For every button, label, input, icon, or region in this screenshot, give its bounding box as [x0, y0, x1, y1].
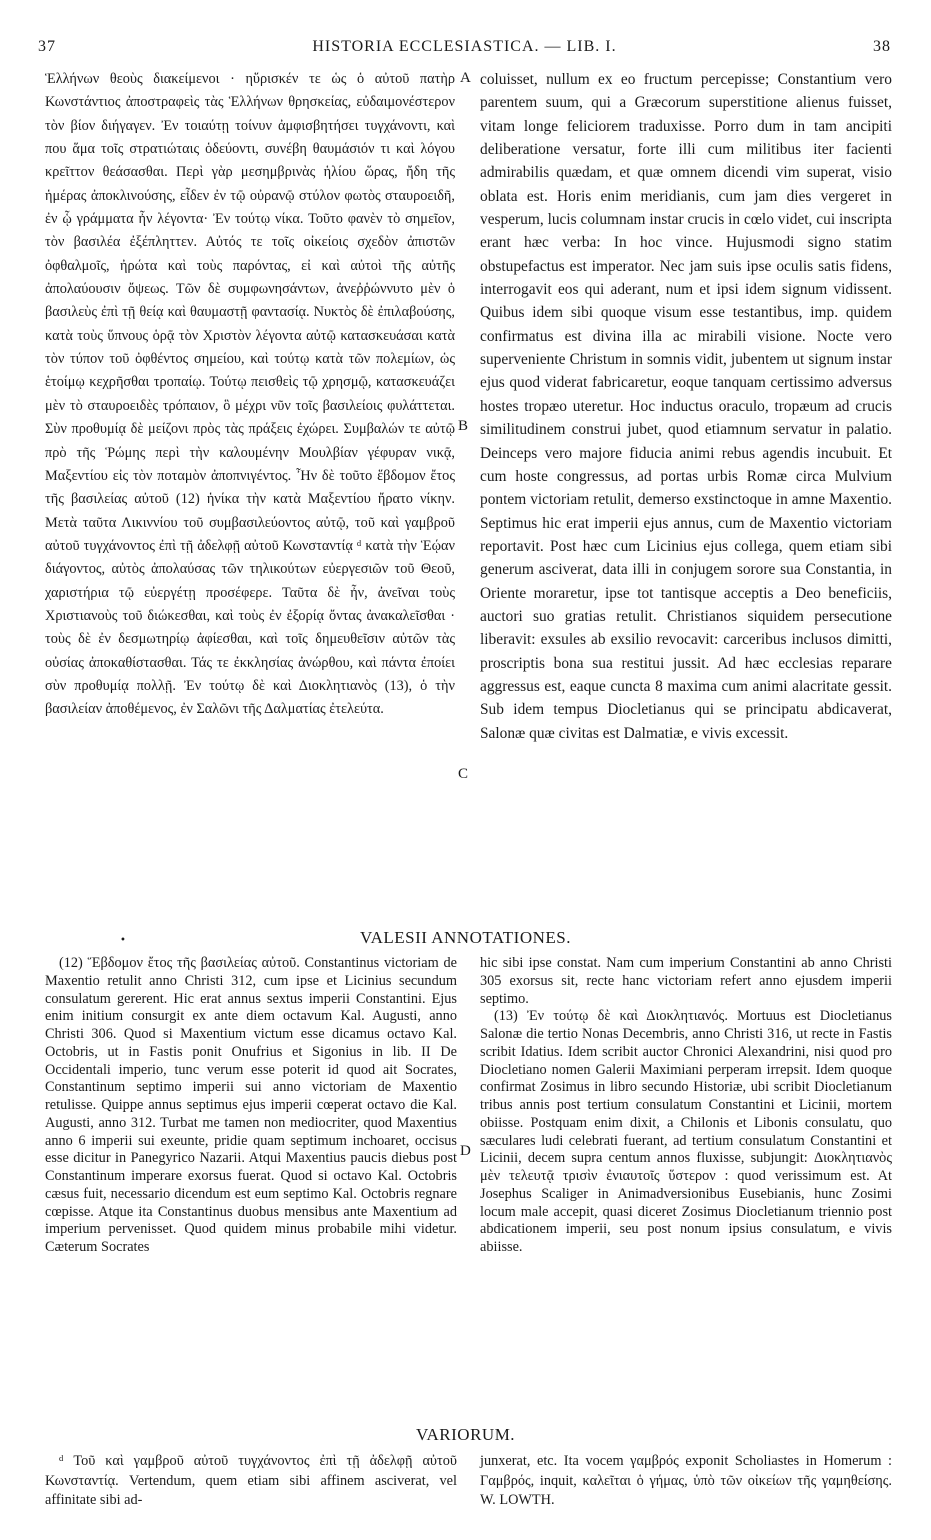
variorum-note-left	[45, 1452, 457, 1511]
valesii-notes-right	[480, 955, 892, 1257]
margin-marker-a: A	[460, 70, 471, 86]
latin-paragraph: coluisset, nullum ex eo fructum percepisse; Constantium vero parentem suum, qui a Græcorum superstitione alienus fuisset, vitam longe feliciorem traduxisse. Porro dum in tam ancipiti deliberatione versatur, forte illi cum militibus iter facienti admirabilis quædam, et quæ omnem dicendi vim superat, visio oblata est. Horis enim meridianis, cum jam dies vergeret in vesperum, lucis columnam instar crucis in cœlo videt, cui inscripta erant hæc verba: In hoc vince. Hujusmodi signo statim obstupefactus est imperator. Nec jam suis ipse oculis satis fidens, interrogavit eos qui aderant, num et ipsi idem signum vidissent. Quibus idem sibi quoque visum esse testantibus, imp. quidem confirmatus est divina illa ac mirabili visione. Nocte vero superveniente Christum in somnis vidit, jubentem ut signum instar ejus quod viderat fabricaretur, eoque tanquam certissimo adversus hostes tropæo uteretur. Hoc inductus oraculo, tropæum ad crucis similitudinem construi jubet, quod etiamnum servatur in palatio. Deinceps vero majore fiducia animi rebus agendis incubuit. Et cum hoste congressus, ad portas urbis Romæ circa Mulvium pontem victoriam retulit, demerso exstinctoque in amne Maxentio. Septimus hic erat imperii ejus annus, cum de Maxentio victoriam reportavit. Post hæc cum Licinius ejus collega, quem etiam sibi generum asciverat, data illi in conjugem sorore sua Constantia, in Oriente moraretur, ipse tot tantisque acceptis a Deo beneficiis, auctori suo gratias retulit. Christianos siquidem persecutione liberavit: exsules ab exsilio revocavit: carceribus inclusos dimitti, proscriptis bona sua restitui jussit. Ad hæc ecclesias reparare aggressus est, eaque cuncta 8 maxima cum animi alacritate gessit. Sub idem tempus Diocletianus qui se principatu abdicaverat, Salonæ quæ civitas est Dalmatiæ, e vivis excessit.	[480, 71, 892, 742]
latin-text-column	[480, 68, 892, 745]
margin-marker-c: C	[458, 766, 469, 782]
running-header	[38, 38, 891, 62]
valesii-note: (13) Ἐν τούτῳ δὲ καὶ Διοκλητιανός. Mortuus est Diocletianus Salonæ die tertio Nonas Decembris, anno Christi 316, ut recte in Fastis scribit Idatius. Idem scribit auctor Chronici Alexandrini, nisi quod pro Diocletiano nomen Galerii Maximiani perperam irrepsit. Idem quoque confirmat Zosimus in libro secundo Historiæ, ubi scribit Diocletianum tribus annis post tertium consulatum Constantini et Licinii, mortem obiisse. Postquam enim dixit, a Chilonis et Libonis consulatu, quo sæculares ludi celebrati fuerant, ad tertium consulatum Constantini et Licinii, decem supra centum annos fluxisse, subjungit: Διοκλητιανὸς μὲν τελευτᾷ τρισὶν ἐνιαυτοῖς ὕστερον : quod verissimum est. At Josephus Scaliger in Animadversionibus Eusebianis, hunc Zosimi locum male accepit, quasi diceret Zosimus Diocletianum triennio post abdicationem imperii, seu post nonum ipsius consulatum, e vivis abiisse.	[480, 1008, 892, 1255]
valesii-notes-left	[45, 955, 457, 1257]
running-title: HISTORIA ECCLESIASTICA. — LIB. I.	[312, 38, 617, 55]
valesii-title: VALESII ANNOTATIONES.	[360, 928, 571, 947]
left-page-number: 37	[38, 38, 56, 55]
valesii-note: (12) Ἕβδομον ἔτος τῆς βασιλείας αὐτοῦ. Constantinus victoriam de Maxentio retulit anno Christi 312, cum ipse et Licinius secundum consulatum gererent. Hic erat annus sextus imperii Constantini. Ejus enim initium consurgit ex ante diem octavum Kal. Augusti, anno Christi 306. Quod si Maxentium victum esse dicamus octavo Kal. Octobris, ut in Fastis ponit Onufrius et Sigonius in lib. II De Occidentali imperio, tunc verum esse poterit id quod ait Socrates, Constantinum septimo imperii sui anno victoriam de Maxentio retulisse. Quippe annus septimus ejus imperii cœperat octavo die Kal. Augusti, anno 312. Turbat me tamen non mediocriter, quod Maxentius anno 6 imperii sui exeunte, pridie quam septimum inchoaret, occisus esse dicitur in Panegyrico Nazarii. Atqui Maxentius paucis diebus post Constantinum imperare exorsus fuerat. Quod si octavo Kal. Octobris cæsus fuit, necessario dicendum est eum septimo Kal. Octobris regnare cœpisse. Atque ita Constantinus duobus mensibus ante Maxentium ad imperium pervenisset. Quod quidem minus probabile mihi videtur. Cæterum Socrates	[45, 955, 457, 1255]
margin-marker-b: B	[458, 418, 469, 434]
variorum-note-right	[480, 1452, 892, 1511]
right-page-number: 38	[873, 38, 891, 55]
valesii-note: hic sibi ipse constat. Nam cum imperium Constantini ab anno Christi 305 exorsus sit, recte hanc victoriam refert anno ejusdem imperii septimo.	[480, 955, 892, 1007]
variorum-text: ᵈ Τοῦ καὶ γαμβροῦ αὐτοῦ τυγχάνοντος ἐπὶ τῇ ἀδελφῇ αὐτοῦ Κωνσταντίᾳ. Vertendum, quem etiam sibi affinem asciverat, vel affinitate sibi ad-	[45, 1453, 457, 1508]
variorum-text: junxerat, etc. Ita vocem γαμβρός exponit Scholiastes in Homerum : Γαμβρός, inquit, καλεῖται ὁ γήμας, ὑπὸ τῶν οἰκείων τῆς γαμηθείσης. W. LOWTH.	[480, 1453, 892, 1508]
margin-marker-d: D	[460, 1143, 471, 1159]
variorum-title: VARIORUM.	[415, 1425, 516, 1444]
greek-text-column	[45, 68, 455, 722]
greek-paragraph: Ἑλλήνων θεοὺς διακείμενοι · ηὕρισκέν τε ὡς ὁ αὐτοῦ πατὴρ Κωνστάντιος ἀποστραφεὶς τὰς Ἑλλήνων θρησκείας, εὐδαιμονέστερον τὸν βίον διήγαγεν. Ἐν τοιαύτῃ τοίνυν ἀμφισβητήσει τυγχάνοντι, καὶ που ἅμα τοῖς στρατιώταις ὁδεύοντι, συνέβη θαυμάσιόν τι καὶ λόγου κρεῖττον θεάσασθαι. Περὶ γὰρ μεσημβρινὰς ἡλίου ὥρας, ἤδη τῆς ἡμέρας ἀποκλινούσης, εἶδεν ἐν τῷ οὐρανῷ στύλον φωτὸς σταυροειδῆ, ἐν ᾧ γράμματα ἦν λέγοντα· Ἐν τούτῳ νίκα. Τοῦτο φανὲν τὸ σημεῖον, τὸν βασιλέα ἐξέπληττεν. Αὐτός τε τοῖς οἰκείοις σχεδὸν ἀπιστῶν ὀφθαλμοῖς, ἠρώτα καὶ τοὺς παρόντας, εἰ καὶ αὐτοὶ τῆς αὐτῆς ἀπολαύουσιν ὄψεως. Τῶν δὲ συμφωνησάντων, ἀνεῤῥώννυτο μὲν ὁ βασιλεὺς ἐπὶ τῇ θείᾳ καὶ θαυμαστῇ φαντασίᾳ. Νυκτὸς δὲ ἐπιλαβούσης, κατὰ τοὺς ὕπνους ὁρᾷ τὸν Χριστὸν λέγοντα αὐτῷ κατασκευάσαι κατὰ τὸν τύπον τοῦ ὀφθέντος σημείου, καὶ τούτῳ κατὰ τῶν πολεμίων, ὡς ἑτοίμῳ κεχρῆσθαι τροπαίῳ. Τούτῳ πεισθεὶς τῷ χρησμῷ, κατασκευάζει μὲν τὸ σταυροειδὲς τρόπαιον, ὃ μέχρι νῦν τοῖς βασιλείοις φυλάττεται. Σὺν προθυμίᾳ δὲ μείζονι πρὸς τὰς πράξεις ἐχώρει. Συμβαλών τε αὐτῷ πρὸ τῆς Ῥώμης περὶ τὴν καλουμένην Μουλβίαν γέφυραν νικᾷ, Μαξεντίου εἰς τὸν ποταμὸν ἀποπνιγέντος. Ἦν δὲ τοῦτο ἕβδομον ἔτος τῆς βασιλείας αὐτοῦ (12) ἡνίκα τὴν κατὰ Μαξεντίου ἤρατο νίκην. Μετὰ ταῦτα Λικιννίου τοῦ συμβασιλεύοντος αὐτῷ, τοῦ καὶ γαμβροῦ αὐτοῦ τυγχάνοντος ἐπὶ τῇ ἀδελφῇ αὐτοῦ Κωνσταντίᾳ ᵈ κατὰ τὴν Ἑῴαν διάγοντος, αὐτὸς ἀπολαύσας τῶν τηλικούτων εὐεργεσιῶν τοῦ Θεοῦ, χαριστήρια τῷ εὐεργέτῃ προσέφερε. Ταῦτα δὲ ἦν, ἀνεῖναι τοὺς Χριστιανοὺς τοῦ διώκεσθαι, καὶ τοὺς ἐν ἐξορίᾳ ὄντας ἀνακαλεῖσθαι · τοὺς δὲ ἐν δεσμωτηρίῳ ἀφίεσθαι, καὶ τοῖς δημευθεῖσιν αὐτῶν τὰς οὐσίας ἀποκαθίστασθαι. Τάς τε ἐκκλησίας ἀνώρθου, καὶ πάντα ἐποίει σὺν προθυμίᾳ πολλῇ. Ἐν τούτῳ δὲ καὶ Διοκλητιανὸς (13), ὁ τὴν βασιλείαν ἀποθέμενος, ἐν Σαλῶνι τῆς Δαλματίας ἐτελεύτα.	[45, 71, 455, 718]
decorative-dot-icon: •	[120, 935, 126, 946]
